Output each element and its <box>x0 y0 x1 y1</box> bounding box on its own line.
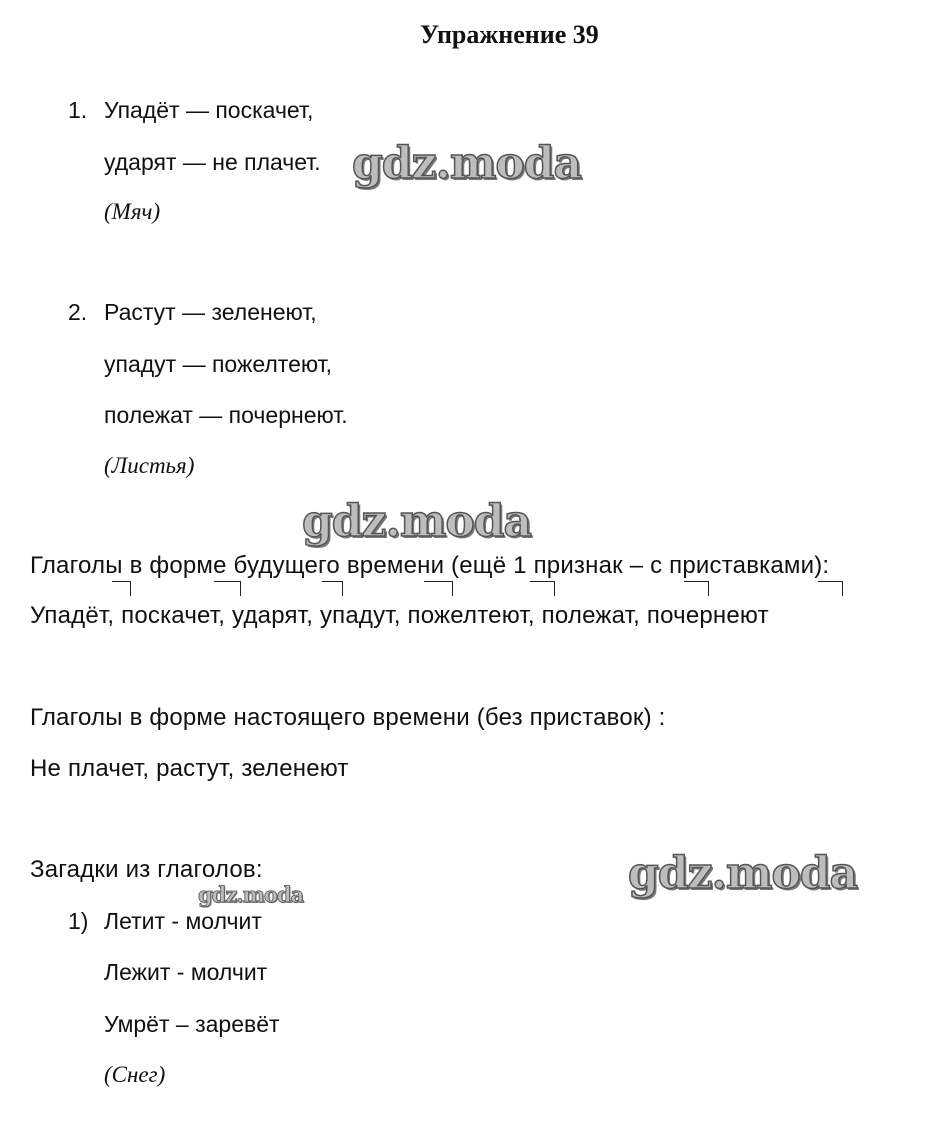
prefix-mark <box>214 581 241 596</box>
prefix-mark <box>424 581 453 596</box>
own-riddle-line-1: Летит - молчит <box>104 908 262 934</box>
prefix-mark <box>530 581 555 596</box>
own-riddles-heading: Загадки из глаголов: <box>30 856 263 883</box>
riddle-1-line-2: ударят — не плачет. <box>104 149 321 175</box>
riddle-2-line-1: Растут — зеленеют, <box>104 299 317 325</box>
watermark: gdz.moda <box>352 138 582 189</box>
riddle-2-number: 2. <box>68 299 88 325</box>
own-riddle-number: 1) <box>68 908 89 934</box>
present-verbs-list: Не плачет, растут, зеленеют <box>30 755 349 782</box>
riddle-1-line-1: Упадёт — поскачет, <box>104 97 314 123</box>
present-verbs-heading: Глаголы в форме настоящего времени (без приставок) : <box>30 704 666 731</box>
future-verbs-heading: Глаголы в форме будущего времени (ещё 1 признак – с приставками): <box>30 552 830 579</box>
riddle-2-line-3: полежат — почернеют. <box>104 402 348 428</box>
watermark: gdz.moda <box>628 848 858 899</box>
prefix-mark <box>684 581 709 596</box>
prefix-mark <box>322 581 343 596</box>
prefix-mark <box>112 581 131 596</box>
future-verbs-list: Упадёт, поскачет, ударят, упадут, пожелтеют, полежат, почернеют <box>30 602 769 629</box>
exercise-title: Упражнение 39 <box>420 20 599 49</box>
own-riddle-answer: (Снег) <box>104 1062 166 1087</box>
riddle-1-answer: (Мяч) <box>104 199 161 224</box>
own-riddle-line-2: Лежит - молчит <box>104 959 268 985</box>
riddle-2-line-2: упадут — пожелтеют, <box>104 351 332 377</box>
own-riddle-line-3: Умрёт – заревёт <box>104 1011 280 1037</box>
riddle-2-answer: (Листья) <box>104 453 195 478</box>
watermark: gdz.moda <box>198 882 304 907</box>
riddle-1-number: 1. <box>68 97 88 123</box>
watermark: gdz.moda <box>302 496 532 547</box>
prefix-mark <box>818 581 843 596</box>
